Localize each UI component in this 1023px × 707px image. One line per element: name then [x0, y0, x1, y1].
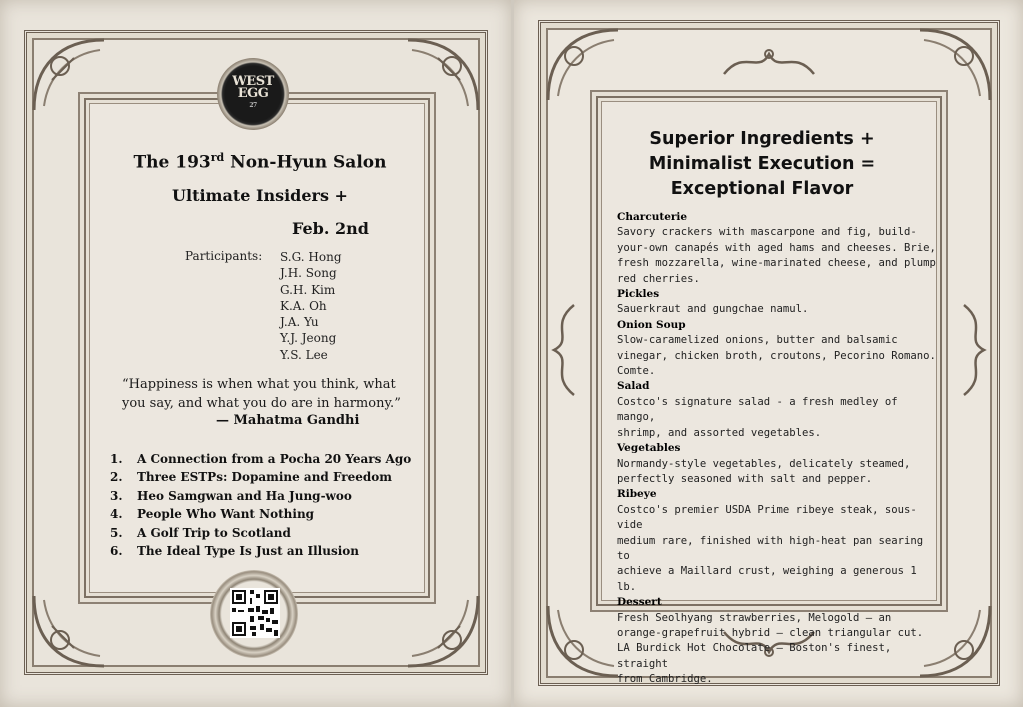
topics-list [110, 452, 411, 562]
topic-number: 5. [110, 525, 123, 540]
participant-name: Y.S. Lee [280, 347, 328, 362]
topic-text: People Who Want Nothing [137, 507, 315, 522]
title-prefix: The 193 [133, 152, 211, 173]
quote-author: — Mahatma Gandhi [216, 413, 360, 428]
list-item [110, 544, 411, 562]
participants-list [280, 249, 342, 363]
logo-text-line1: WEST [232, 74, 274, 89]
topic-number: 4. [110, 507, 123, 522]
corner-flourish-icon [30, 36, 108, 114]
topic-number: 3. [110, 488, 123, 503]
topic-text: A Connection from a Pocha 20 Years Ago [137, 452, 412, 466]
scroll-ornament-icon [544, 300, 584, 400]
topic-number: 6. [110, 543, 123, 558]
list-item [617, 595, 942, 687]
participant-name: J.A. Yu [280, 315, 319, 330]
headline-line: Minimalist Execution = [648, 154, 876, 174]
logo-text-line2: EGG [237, 86, 269, 101]
topic-text: Heo Samgwan and Ha Jung-woo [137, 488, 352, 503]
list-item [617, 487, 942, 595]
corner-flourish-icon [544, 26, 622, 104]
west-egg-logo [217, 58, 289, 130]
menu-category: Salad [617, 380, 650, 393]
list-item [617, 210, 942, 287]
list-item [110, 489, 411, 507]
title-suffix: Non-Hyun Salon [224, 152, 387, 173]
salon-program-card [0, 0, 511, 707]
corner-flourish-icon [544, 602, 622, 680]
menu-description: Fresh Seolhyang strawberries, Melogold — an orange-grapefruit hybrid — clean triangular cut. LA Burdick Hot Chocolate — Boston's finest, straight from Cambridge. [617, 611, 924, 686]
list-item [110, 526, 411, 544]
salon-subtitle: Ultimate Insiders + [172, 186, 348, 205]
menu-list [617, 210, 942, 688]
participant-name: Y.J. Jeong [280, 331, 337, 346]
scroll-ornament-icon [954, 300, 994, 400]
list-item [110, 470, 411, 488]
menu-description: Slow-caramelized onions, butter and balsamic vinegar, chicken broth, croutons, Pecorino Romano. Comte. [617, 334, 936, 378]
list-item [617, 379, 942, 441]
menu-description: Costco's signature salad - a fresh medley of mango, shrimp, and assorted vegetables. [617, 395, 898, 439]
topic-text: Three ESTPs: Dopamine and Freedom [137, 470, 392, 485]
headline-line: Exceptional Flavor [670, 179, 854, 199]
participant-name: J.H. Song [280, 266, 337, 281]
headline-line: Superior Ingredients + [649, 129, 875, 149]
gandhi-quote: “Happiness is when what you think, what you say, and what you do are in harmony.” [122, 377, 401, 411]
corner-flourish-icon [916, 26, 994, 104]
menu-category: Pickles [617, 288, 660, 301]
menu-category: Onion Soup [617, 318, 686, 331]
menu-description: Costco's premier USDA Prime ribeye steak, sous-vide medium rare, finished with high-heat pan searing to achieve a Maillard crust, weighing a generous 1 lb. [617, 503, 924, 593]
salon-title [110, 151, 410, 173]
topic-text: The Ideal Type Is Just an Illusion [137, 543, 360, 558]
participant-name: G.H. Kim [280, 282, 336, 297]
list-item [110, 452, 411, 470]
menu-description: Normandy-style vegetables, delicately steamed, perfectly seasoned with salt and pepper. [617, 457, 911, 485]
menu-headline [612, 127, 912, 202]
list-item [617, 441, 942, 487]
menu-category: Charcuterie [617, 211, 688, 223]
topic-number: 2. [110, 470, 123, 485]
salon-date: Feb. 2nd [292, 219, 369, 238]
topic-text: A Golf Trip to Scotland [137, 525, 291, 540]
list-item [110, 507, 411, 525]
menu-category: Ribeye [617, 488, 657, 501]
corner-flourish-icon [404, 592, 482, 670]
menu-category: Dessert [617, 596, 662, 609]
menu-description: Savory crackers with mascarpone and fig, build- your-own canapés with aged hams and cheeses. Brie, fresh mozzarella, wine-marinated cheese, and plump red cherries. [617, 226, 936, 285]
list-item [617, 318, 942, 380]
title-ordinal: rd [210, 151, 225, 164]
participants-label: Participants: [185, 249, 263, 263]
menu-category: Vegetables [617, 442, 681, 455]
participant-name: K.A. Oh [280, 298, 327, 313]
corner-flourish-icon [404, 36, 482, 114]
scroll-ornament-icon [719, 44, 819, 84]
menu-description: Sauerkraut and gungchae namul. [617, 303, 809, 316]
qr-code-icon[interactable] [230, 588, 280, 638]
topic-number: 1. [110, 452, 123, 466]
list-item [617, 287, 942, 318]
corner-flourish-icon [30, 592, 108, 670]
logo-text-line3: 27 [249, 102, 257, 109]
participant-name: S.G. Hong [280, 250, 342, 264]
